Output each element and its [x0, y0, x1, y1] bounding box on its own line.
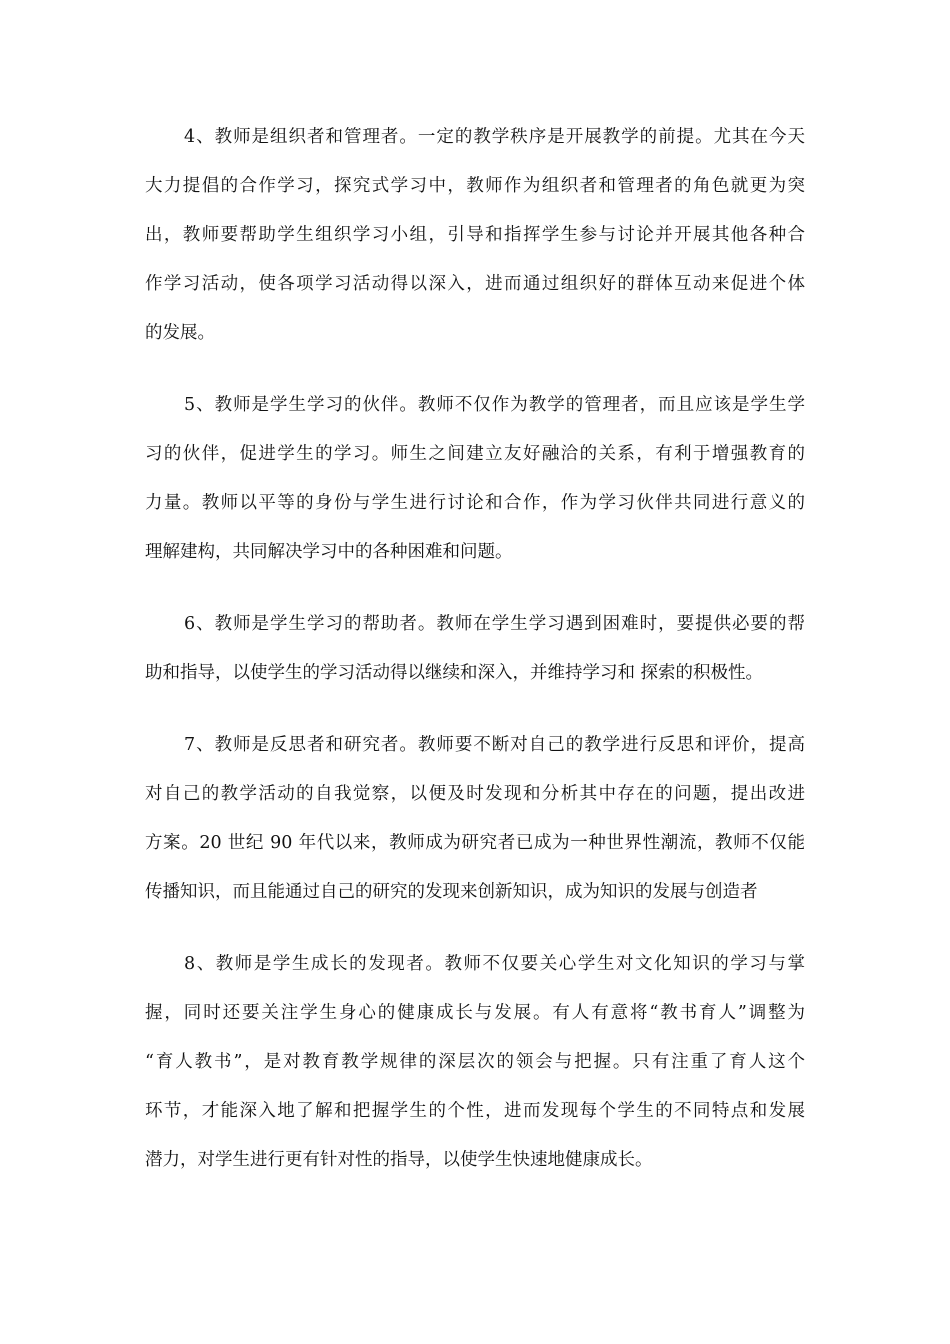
- text-line: 传播知识，而且能通过自己的研究的发现来创新知识，成为知识的发展与创造者: [145, 882, 758, 902]
- document-body: [145, 113, 805, 1208]
- text-line: 的发展。: [145, 323, 215, 343]
- text-line: 理解建构，共同解决学习中的各种困难和问题。: [145, 542, 513, 562]
- text-line: 5、教师是学生学习的伙伴。教师不仅作为教学的管理者，而且应该是学生学: [184, 395, 805, 415]
- text-line: “育人教书”，是对教育教学规律的深层次的领会与把握。只有注重了育人这个: [145, 1052, 805, 1072]
- text-line: 握，同时还要关注学生身心的健康成长与发展。有人有意将“教书育人”调整为: [145, 1003, 805, 1023]
- text-line: 4、教师是组织者和管理者。一定的教学秩序是开展教学的前提。尤其在今天: [184, 127, 805, 147]
- text-line: 7、教师是反思者和研究者。教师要不断对自己的教学进行反思和评价，提高: [184, 735, 805, 755]
- paragraph-teacher-researcher: [145, 721, 805, 917]
- paragraph-teacher-partner: [145, 381, 805, 577]
- text-line: 8、教师是学生成长的发现者。教师不仅要关心学生对文化知识的学习与掌: [184, 954, 805, 974]
- paragraph-teacher-discoverer: [145, 940, 805, 1185]
- text-line: 助和指导，以使学生的学习活动得以继续和深入，并维持学习和 探索的积极性。: [145, 663, 764, 683]
- text-line: 出，教师要帮助学生组织学习小组，引导和指挥学生参与讨论并开展其他各种合: [145, 225, 805, 245]
- text-line: 6、教师是学生学习的帮助者。教师在学生学习遇到困难时，要提供必要的帮: [184, 614, 805, 634]
- text-line: 方案。20 世纪 90 年代以来，教师成为研究者已成为一种世界性潮流，教师不仅能: [145, 833, 805, 853]
- text-line: 环节，才能深入地了解和把握学生的个性，进而发现每个学生的不同特点和发展: [145, 1101, 805, 1121]
- text-line: 潜力，对学生进行更有针对性的指导，以使学生快速地健康成长。: [145, 1150, 653, 1170]
- text-line: 习的伙伴，促进学生的学习。师生之间建立友好融洽的关系，有利于增强教育的: [145, 444, 805, 464]
- text-line: 力量。教师以平等的身份与学生进行讨论和合作，作为学习伙伴共同进行意义的: [145, 493, 805, 513]
- text-line: 对自己的教学活动的自我觉察，以便及时发现和分析其中存在的问题，提出改进: [145, 784, 805, 804]
- paragraph-teacher-helper: [145, 600, 805, 698]
- text-line: 作学习活动，使各项学习活动得以深入，进而通过组织好的群体互动来促进个体: [145, 274, 805, 294]
- paragraph-teacher-organizer: [145, 113, 805, 358]
- text-line: 大力提倡的合作学习，探究式学习中，教师作为组织者和管理者的角色就更为突: [145, 176, 805, 196]
